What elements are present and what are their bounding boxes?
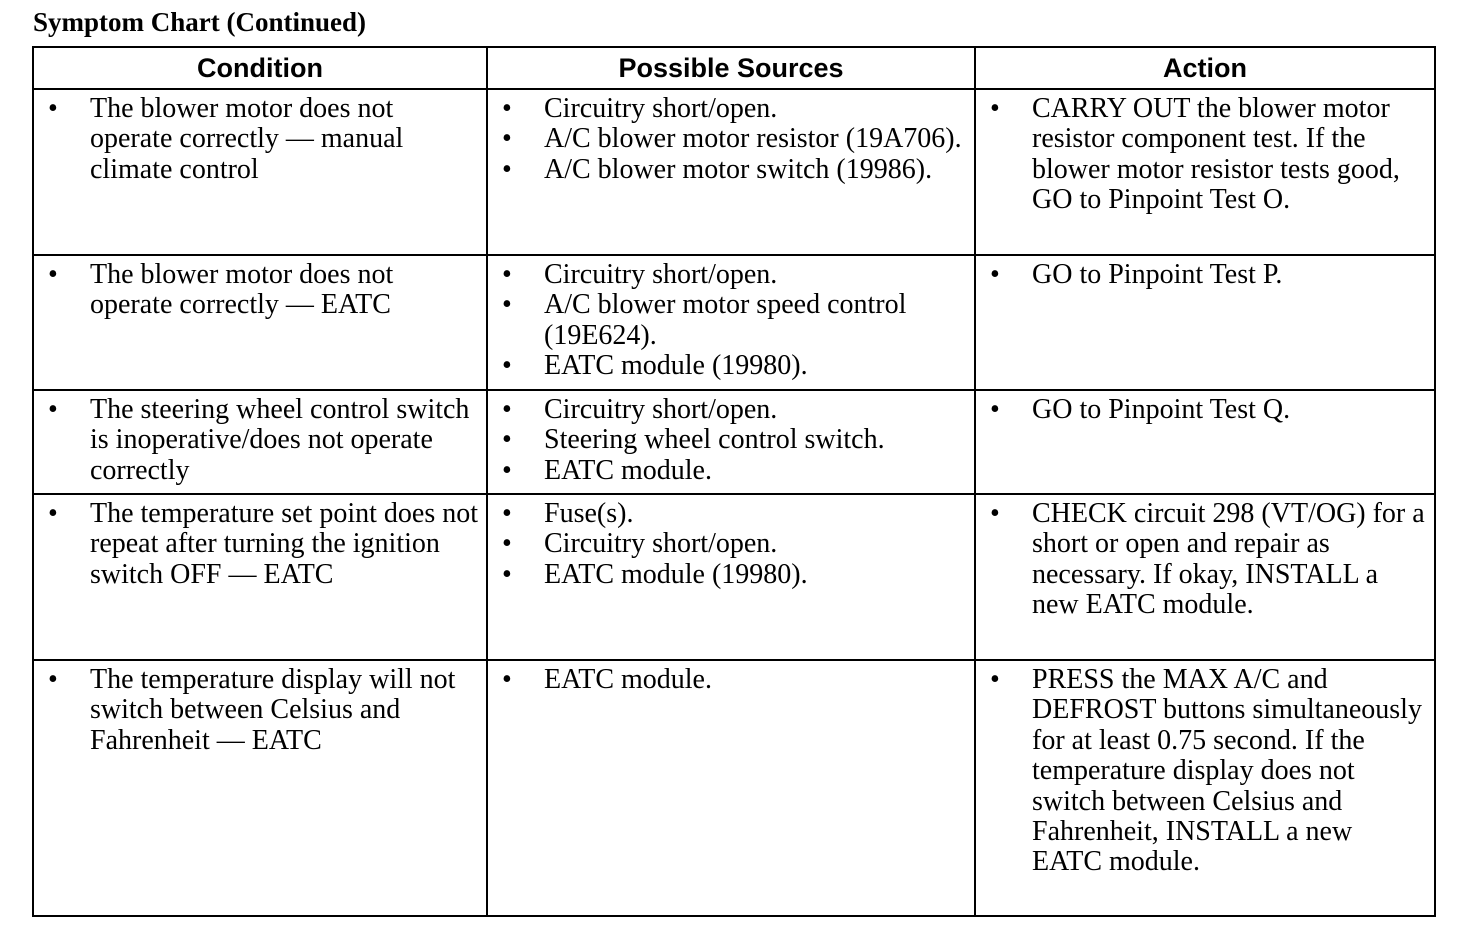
symptom-chart-table (32, 46, 1436, 917)
sources-cell (487, 390, 975, 494)
source-text: A/C blower motor speed control (19E624). (544, 289, 907, 351)
bullet-icon: • (502, 394, 512, 425)
list-item (498, 529, 968, 559)
bullet-icon: • (502, 424, 512, 456)
source-text: Steering wheel control switch. (544, 424, 885, 456)
condition-text: The blower motor does not operate correctly — manual climate control (90, 93, 404, 185)
bullet-icon: • (502, 289, 512, 321)
page-title: Symptom Chart (Continued) (33, 7, 367, 37)
bullet-icon: • (502, 558, 512, 590)
source-text: Circuitry short/open. (544, 259, 778, 290)
list-item (498, 425, 968, 455)
list-item (498, 260, 968, 290)
bullet-icon: • (502, 93, 512, 124)
condition-cell (33, 255, 487, 390)
condition-text: The temperature set point does not repeat after turning the ignition switch OFF — EATC (90, 498, 478, 590)
source-text: EATC module. (544, 664, 712, 695)
table-row (33, 255, 1435, 390)
action-text: CHECK circuit 298 (VT/OG) for a short or open and repair as necessary. If okay, INSTALL a new EATC module. (1032, 498, 1425, 621)
list-item (986, 499, 1428, 621)
bullet-icon: • (502, 454, 512, 486)
bullet-icon: • (502, 259, 512, 290)
list-item (44, 260, 480, 321)
list-item (44, 94, 480, 185)
list-item (44, 665, 480, 756)
bullet-icon: • (502, 664, 512, 695)
sources-cell (487, 660, 975, 916)
list-item (498, 560, 968, 590)
list-item (986, 395, 1428, 425)
list-item (498, 124, 968, 154)
action-cell (975, 660, 1435, 916)
list-item (498, 395, 968, 425)
bullet-icon: • (502, 350, 512, 382)
list-item (498, 290, 968, 351)
list-item (498, 456, 968, 486)
source-text: Circuitry short/open. (544, 528, 778, 560)
list-item (498, 351, 968, 381)
bullet-icon: • (502, 153, 512, 185)
table-header-row (33, 47, 1435, 89)
bullet-icon: • (502, 528, 512, 560)
list-item (498, 155, 968, 185)
list-item (44, 395, 480, 486)
bullet-icon: • (502, 123, 512, 155)
condition-cell (33, 494, 487, 660)
action-text: GO to Pinpoint Test Q. (1032, 394, 1291, 425)
bullet-icon: • (990, 259, 1000, 290)
source-text: A/C blower motor switch (19986). (544, 153, 933, 185)
source-text: Circuitry short/open. (544, 394, 778, 425)
sources-cell (487, 89, 975, 255)
table-row (33, 494, 1435, 660)
bullet-icon: • (990, 93, 1000, 124)
bullet-icon: • (990, 664, 1000, 695)
condition-text: The steering wheel control switch is inoperative/does not operate correctly (90, 394, 470, 486)
table-row (33, 390, 1435, 494)
action-cell (975, 255, 1435, 390)
column-header-action: Action (975, 47, 1435, 89)
bullet-icon: • (48, 664, 58, 695)
bullet-icon: • (502, 498, 512, 529)
bullet-icon: • (48, 259, 58, 290)
action-text: CARRY OUT the blower motor resistor component test. If the blower motor resistor tests good, GO to Pinpoint Test O. (1032, 93, 1400, 216)
list-item (986, 260, 1428, 290)
condition-cell (33, 89, 487, 255)
list-item (498, 665, 968, 695)
column-header-possible-sources: Possible Sources (487, 47, 975, 89)
bullet-icon: • (48, 394, 58, 425)
list-item (498, 499, 968, 529)
source-text: EATC module (19980). (544, 558, 808, 590)
condition-text: The blower motor does not operate correctly — EATC (90, 259, 394, 321)
action-cell (975, 89, 1435, 255)
source-text: Fuse(s). (544, 498, 634, 529)
bullet-icon: • (990, 498, 1000, 529)
condition-text: The temperature display will not switch between Celsius and Fahrenheit — EATC (90, 664, 456, 756)
table-row (33, 89, 1435, 255)
condition-cell (33, 390, 487, 494)
source-text: EATC module. (544, 454, 712, 486)
sources-cell (487, 255, 975, 390)
action-cell (975, 390, 1435, 494)
bullet-icon: • (48, 498, 58, 529)
table-row (33, 660, 1435, 916)
list-item (986, 665, 1428, 878)
column-header-condition: Condition (33, 47, 487, 89)
source-text: Circuitry short/open. (544, 93, 778, 124)
list-item (498, 94, 968, 124)
list-item (44, 499, 480, 590)
source-text: EATC module (19980). (544, 350, 808, 382)
action-text: PRESS the MAX A/C and DEFROST buttons simultaneously for at least 0.75 second. If the temperature display does not switch between Celsius and Fahrenheit, INSTALL a new EATC module. (1032, 664, 1422, 878)
list-item (986, 94, 1428, 216)
action-cell (975, 494, 1435, 660)
sources-cell (487, 494, 975, 660)
source-text: A/C blower motor resistor (19A706). (544, 123, 962, 155)
bullet-icon: • (990, 394, 1000, 425)
condition-cell (33, 660, 487, 916)
bullet-icon: • (48, 93, 58, 124)
action-text: GO to Pinpoint Test P. (1032, 259, 1283, 290)
